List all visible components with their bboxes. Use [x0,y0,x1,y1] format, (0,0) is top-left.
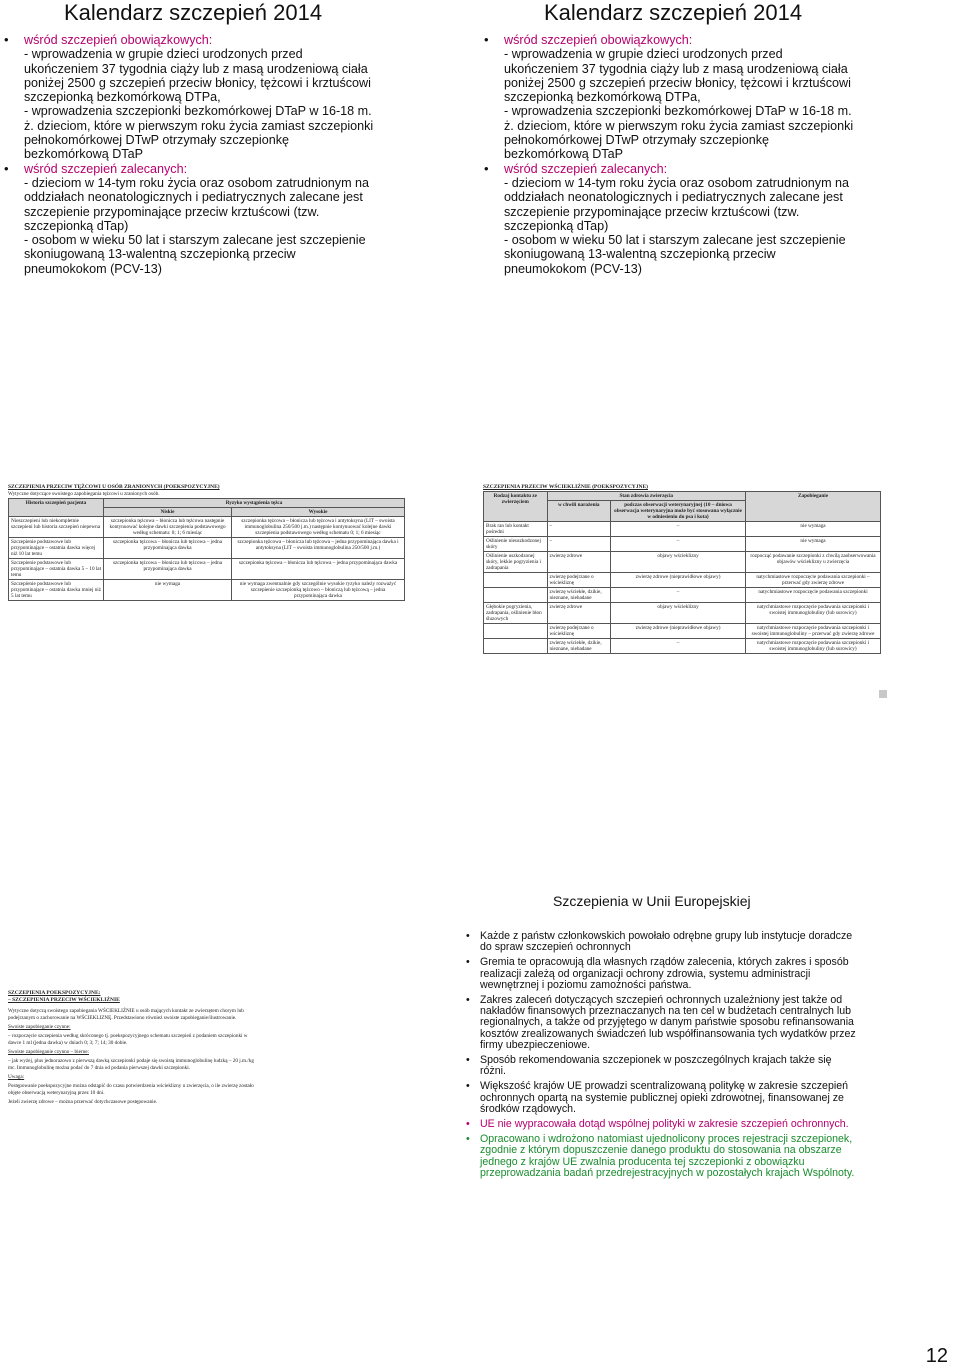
body-line: szczepienie przypominające przeciw krztuścowi (tzw. [24,204,320,219]
body-line: oddziałach neonatologicznych i pediatrycznych zalecane jest [504,190,843,205]
decorative-square [879,690,887,698]
body-line: szczepionką bezkomórkową DTPa, [24,90,221,105]
scan-paragraph: Wytyczne dotyczą swoistego zapobiegania WŚCIEKLIŹNIE u osób mających kontakt ze zwierzętem chorym lub podejrzanym o zachorowanie na WŚCIEKLIZNĘ. Przedstawiono również swoiste zapobieganie/ilustrowanie. [8,1008,244,1021]
table-cell-prev: natychmiastowe rozpoczęcie podawania szczepionki i swoistej immunoglobuliny – przerwać gdy zwierzę zdrowe [746,624,881,639]
table-cell-high: nie wymaga zwentualnie gdy szczególnie wysokie ryzyko należy rozważyć szczepienie szczepionką tężcowo – błoniczą lub tężcową – jedna przypominająca dawka [232,580,405,601]
list-item: • Większość krajów UE prowadzi scentralizowaną politykę w zakresie szczepień ochronnych opartą na systemie publicznej opieki zdrowotnej, finansowanej ze środków rządowych. [466,1081,856,1115]
scan-paragraph: – jak wyżej, plus jednorazowo z pierwszą dawką szczepionki podaje się swoistą immunoglobulinę ludzką – 20 j.m./kg mc. Immunoglobulinę można podać do 7 dnia od podania pierwszej dawki szczepionki. [8,1058,254,1071]
recommended-list [490,176,940,276]
list-item: • Sposób rekomendowania szczepionek w poszczególnych krajach także się różni. [466,1055,856,1077]
table-cell-contact [484,573,548,588]
tetanus-scan [8,484,405,690]
table-cell-contact [484,588,548,603]
table-row [484,537,881,552]
page-number: 12 [925,1345,948,1367]
table-cell-prev: nie wymaga [746,522,881,537]
table-row [484,573,881,588]
body-line: szczepionką dTap) [24,218,129,233]
rabies-text-title: SZCZEPIENIA POEKSPOZYCYJNE: [8,990,101,996]
rabies-scan-title: SZCZEPIENIA PRZECIW WŚCIEKLIŹNIE (POEKSPOZYCYJNE) [483,484,648,490]
table-cell-obs: – [611,588,746,603]
body-line: ż. dzieciom, które w pierwszym roku życia zamiast szczepionki [504,118,854,133]
body-line: poniżej 2500 g szczepień przeciw błonicy, tężcowi i krztuścowi [504,75,851,90]
body-line: pełnokomórkowej DTwP otrzymały szczepionkę [24,133,290,148]
table-cell-high: szczepionka tężcowa – błonicza lub tężcowa i antytoksyna (LIT – swoista immunoglobulina 250/500 j.m.) następnie kontynuować kolejne dawki szczepienia podstawowego według schematu 0; 1; 6 miesiąc [232,517,405,538]
scan-paragraph: Jeżeli zwierzę zdrowe – można przerwać dotychczasowe postępowanie. [8,1099,158,1105]
table-cell-history: Szczepienie podstawowe lub przypominające – ostatnia dawka 5 – 10 lat temu [9,559,104,580]
table-cell-at: zwierzę zdrowe [547,552,611,573]
tetanus-scan-subtitle: Wytyczne dotyczące swoistego zapobiegania tężcowi u zranionych osób. [8,491,160,497]
slide-left-title: Kalendarz szczepień 2014 [64,0,323,25]
scan-paragraph: Uwaga: [8,1074,25,1080]
scan-paragraph: – rozpoczęcie szczepienia według skróconego tj. poekspozycyjnego schematu szczepień z podaniem szczepionki w dawce 1 ml (jedna dawka) w dniach 0; 3; 7; 14; 30 dobie. [8,1033,248,1046]
table-row [484,588,881,603]
body-line: szczepionką bezkomórkową DTPa, [504,90,701,105]
mandatory-list [10,47,460,161]
scan-paragraph: Postępowanie poekspozycyjne można odstąpić do czasu potwierdzenia wścieklizny u zwierzęcia, o ile zwierzę zostało objęte obserwacją weterynaryjną przez 10 dni. [8,1083,254,1096]
body-line: - osobom w wieku 50 lat i starszym zalecane jest szczepienie [504,233,846,248]
col-state: Stan zdrowia zwierzęcia [547,492,746,501]
recommended-header: • wśród szczepień zalecanych: [10,162,460,176]
rabies-text-body [8,1008,260,1106]
table-cell-prev: natychmiastowe rozpoczęcie podawania szczepionki – przerwać gdy zwierzę zdrowe [746,573,881,588]
table-cell-at: zwierzę podejrzane o wściekliznę [547,573,611,588]
table-cell-obs: zwierzę zdrowe (nieprawidłowe objawy) [611,624,746,639]
table-cell-obs: zwierzę zdrowe (nieprawidłowe objawy) [611,573,746,588]
body-line: szczepienie przypominające przeciw krztuścowi (tzw. [504,204,800,219]
tetanus-table [8,498,405,601]
list-item: • Opracowano i wdrożono natomiast ujednolicony proces rejestracji szczepionek, zgodnie z którym dopuszczenie danego produktu do stosowania na obszarze jednego z krajów UE zwalnia producenta tej szczepionki z obowiązku przeprowadzania badań przedrejestracyjnych w pozostałych krajach Wspólnoty. [466,1134,856,1179]
table-cell-at: – [547,522,611,537]
table-cell-contact: Oślinienie nieuszkodzonej skóry [484,537,548,552]
mandatory-header: • wśród szczepień obowiązkowych: [490,33,940,47]
recommended-list [10,176,460,276]
table-row [9,559,405,580]
table-cell-obs: – [611,537,746,552]
rabies-text-subtitle: – SZCZEPIENIA PRZECIW WŚCIEKLIŹNIE [8,997,120,1003]
slide-left-body [10,33,460,276]
body-line: - dzieciom w 14-tym roku życia oraz osobom zatrudnionym na [504,175,850,190]
table-cell-contact [484,639,548,654]
body-line: - dzieciom w 14-tym roku życia oraz osobom zatrudnionym na [24,175,370,190]
table-cell-at: zwierzę zdrowe [547,603,611,624]
tetanus-scan-title: SZCZEPIENIA PRZECIW TĘŻCOWI U OSÓB ZRANIONYCH (POEKSPOZYCYJNE) [8,484,220,490]
body-line: bezkomórkową DTaP [24,147,143,162]
col-history: Historia szczepień pacjenta [9,499,104,517]
list-item: • Gremia te opracowują dla własnych rządów zalecenia, których zakres i sposób realizacji zależą od organizacji ochrony zdrowia, systemu administracji wewnętrznej i poziomu zamożności państwa. [466,957,856,991]
table-cell-at: zwierzę wściekłe, dzikie, nieznane, niebadane [547,588,611,603]
body-line: ż. dzieciom, które w pierwszym roku życia zamiast szczepionki [24,118,374,133]
table-cell-high: szczepionka tężcowa – błonicza lub tężcowa – jedna przypominająca dawka i antytoksyna (LIT – swoista immunoglobulina 250/500 j.m.) [232,538,405,559]
table-cell-obs: objawy wścieklizny [611,603,746,624]
body-line: poniżej 2500 g szczepień przeciw błonicy, tężcowi i krztuścowi [24,75,371,90]
col-high: Wysokie [232,508,405,517]
table-cell-prev: natychmiastowe rozpoczęcie podawania szczepionki i swoistej immunoglobuliny (lub surowicy) [746,603,881,624]
table-cell-history: Nieszczepieni lub niekompletnie szczepieni lub historia szczepień niepewna [9,517,104,538]
scan-paragraph: Swoiste zapobieganie czynno – bierne: [8,1049,89,1055]
table-cell-obs: – [611,639,746,654]
table-row [484,603,881,624]
body-line: oddziałach neonatologicznych i pediatrycznych zalecane jest [24,190,363,205]
col-risk: Ryzyko wystąpienia tężca [104,499,405,508]
table-cell-obs: objawy wścieklizny [611,552,746,573]
col-prevention: Zapobieganie [746,492,881,522]
table-row [9,517,405,538]
mandatory-header: • wśród szczepień obowiązkowych: [10,33,460,47]
eu-title: Szczepienia w Unii Europejskiej [553,893,751,909]
col-low: Niskie [104,508,232,517]
col-at-injury: w chwili narażenia [547,501,611,522]
table-cell-high: szczepionka tężcowa – błonicza lub tężcowa – jedna przypominająca dawka [232,559,405,580]
body-line: pneumokokom (PCV-13) [24,261,162,276]
table-cell-low: szczepionka tężcowa – błonicza lub tężcowa – jedna przypominająca dawka [104,538,232,559]
col-observation: podczas obserwacji weterynaryjnej (10 – dniowa obserwacja weterynaryjna może być stosowana wyłącznie w odniesieniu do psa i kota) [611,501,746,522]
scan-paragraph: Swoiste zapobieganie czynne: [8,1024,71,1030]
table-cell-contact: Głębokie pogryzienia, zadrapania, oślinienie błon śluzowych [484,603,548,624]
col-contact: Rodzaj kontaktu ze zwierzęciem [484,492,548,522]
body-line: - wprowadzenia szczepionki bezkomórkowej DTaP w 16-18 m. [24,104,372,119]
list-item: • Zakres zaleceń dotyczących szczepień ochronnych uzależniony jest także od nakładów finansowych przeznaczanych na ten cel w budżetach centralnych lub regionalnych, a także od przyjętego w danym państwie sposobu refinansowania kosztów zrealizowanych świadczeń lub współfinansowania tych wydatków przez firmy ubezpieczeniowe. [466,995,856,1051]
body-line: - wprowadzenia szczepionki bezkomórkowej DTaP w 16-18 m. [504,104,852,119]
list-item: • UE nie wypracowała dotąd wspólnej polityki w zakresie szczepień ochronnych. [466,1119,856,1130]
table-cell-at: zwierzę wściekłe, dzikie, nieznane, niebadane [547,639,611,654]
body-line: szczepionką dTap) [504,218,609,233]
body-line: - osobom w wieku 50 lat i starszym zalecane jest szczepienie [24,233,366,248]
table-cell-low: nie wymaga [104,580,232,601]
body-line: bezkomórkową DTaP [504,147,623,162]
table-cell-prev: nie wymaga [746,537,881,552]
table-row [484,639,881,654]
table-cell-low: szczepionka tężcowa – błonicza lub tężcowa – jedna przypominająca dawka [104,559,232,580]
slide-right-title: Kalendarz szczepień 2014 [544,0,803,25]
table-row [9,538,405,559]
table-cell-prev: rozpocząć podawanie szczepionki z chwilą zaobserwowania objawów wścieklizny u zwierzęcia [746,552,881,573]
body-line: skoniugowaną 13-walentną szczepionką przeciw [504,247,776,262]
table-cell-contact [484,624,548,639]
body-line: ukończeniem 37 tygodnia ciąży lub z masą urodzeniową ciała [24,61,368,76]
body-line: pełnokomórkowej DTwP otrzymały szczepionkę [504,133,770,148]
body-line: skoniugowaną 13-walentną szczepionką przeciw [24,247,296,262]
table-cell-prev: natychmiastowe rozpoczęcie podawania szczepionki i swoistej immunoglobuliny (lub surowicy) [746,639,881,654]
table-cell-at: zwierzę podejrzane o wściekliznę [547,624,611,639]
table-cell-at: – [547,537,611,552]
table-cell-obs: – [611,522,746,537]
body-line: - wprowadzenia w grupie dzieci urodzonych przed [504,47,783,62]
table-row [484,522,881,537]
table-cell-contact: Brak ran lub kontakt pośredni [484,522,548,537]
body-line: - wprowadzenia w grupie dzieci urodzonych przed [24,47,303,62]
mandatory-list [490,47,940,161]
table-cell-history: Szczepienie podstawowe lub przypominające – ostatnia dawka więcej niż 10 lat temu [9,538,104,559]
table-cell-history: Szczepienie podstawowe lub przypominające – ostatnia dawka mniej niż 5 lat temu [9,580,104,601]
table-cell-low: szczepionka tężcowa – błonicza lub tężcowa następnie kontynuować kolejne dawki szczepienia podstawowego według schematu: 0; 1; 6 miesiąc [104,517,232,538]
table-row [9,580,405,601]
rabies-table [483,491,881,654]
rabies-text-scan [8,990,260,1202]
table-row [484,624,881,639]
slide-right-body [490,33,940,276]
eu-bullets [466,931,856,1183]
table-row [484,552,881,573]
table-cell-contact: Oślinienie uszkodzonej skóry, lekkie pogryzienia i zadrapania [484,552,548,573]
list-item: • Każde z państw członkowskich powołało odrębne grupy lub instytucje doradcze do spraw szczepień ochronnych [466,931,856,953]
body-line: ukończeniem 37 tygodnia ciąży lub z masą urodzeniową ciała [504,61,848,76]
table-cell-prev: natychmiastowe rozpoczęcie podawania szczepionki [746,588,881,603]
body-line: pneumokokom (PCV-13) [504,261,642,276]
rabies-scan [483,484,881,696]
recommended-header: • wśród szczepień zalecanych: [490,162,940,176]
